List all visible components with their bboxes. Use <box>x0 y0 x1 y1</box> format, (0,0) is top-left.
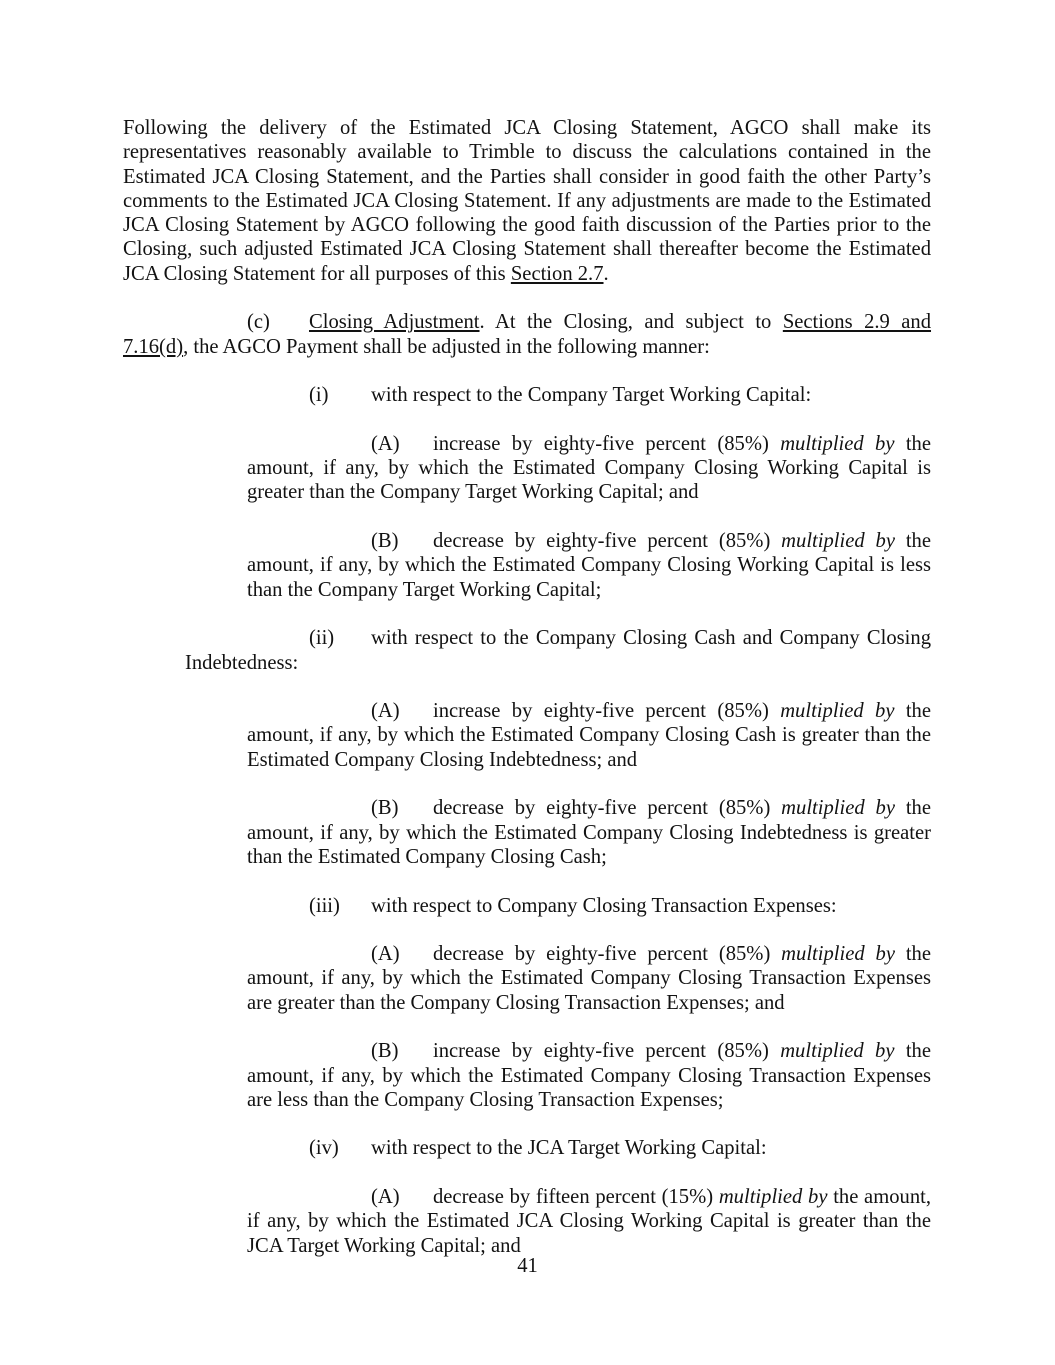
multiplied-by-italic: multiplied by <box>780 1040 895 1063</box>
list-item-i-text: with respect to the Company Target Working Capital: <box>371 384 812 407</box>
list-item-ii-a-text: increase by eighty-five percent (85%) <box>433 700 781 723</box>
list-item-iii-a-text-end: the amount, if any, by which the Estimated Company Closing Transaction Expenses are greater than the Company Closing Transaction Expenses; and <box>247 943 931 1014</box>
list-item-ii-a <box>247 699 931 772</box>
multiplied-by-italic: multiplied by <box>781 797 895 820</box>
list-item-ii-text: with respect to the Company Closing Cash and Company Closing Indebtedness: <box>185 627 931 674</box>
list-item-iii-a <box>247 942 931 1015</box>
list-item-iii-a-text: decrease by eighty-five percent (85%) <box>433 943 782 966</box>
list-item-ii <box>185 626 931 675</box>
list-item-ii-a-label: (A) <box>371 700 400 723</box>
list-item-iv-text: with respect to the JCA Target Working Capital: <box>371 1137 767 1160</box>
list-item-ii-label: (ii) <box>309 627 335 650</box>
list-item-iii-b-text: increase by eighty-five percent (85%) <box>433 1040 781 1063</box>
clause-c-text-end: , the AGCO Payment shall be adjusted in the following manner: <box>183 335 710 358</box>
list-item-i-a-text: increase by eighty-five percent (85%) <box>433 432 781 455</box>
list-item-i-a-text-end: the amount, if any, by which the Estimated Company Closing Working Capital is greater than the Company Target Working Capital; and <box>247 432 931 504</box>
list-item-iii-b <box>247 1039 931 1112</box>
list-item-i <box>185 383 931 407</box>
multiplied-by-italic: multiplied by <box>718 1186 828 1209</box>
list-item-i-b <box>247 529 931 602</box>
intro-text-end: . <box>603 262 609 285</box>
list-item-i-b-label: (B) <box>371 530 399 553</box>
multiplied-by-italic: multiplied by <box>781 530 895 553</box>
list-item-i-a <box>247 432 931 505</box>
list-item-iv-label: (iv) <box>309 1137 339 1160</box>
clause-c-text: . At the Closing, and subject to <box>479 311 783 334</box>
clause-c <box>123 310 931 359</box>
list-item-ii-b-label: (B) <box>371 797 399 820</box>
list-item-iii-b-text-end: the amount, if any, by which the Estimated Company Closing Transaction Expenses are less than the Company Closing Transaction Expenses; <box>247 1040 931 1111</box>
intro-text: Following the delivery of the Estimated JCA Closing Statement, AGCO shall make its representatives reasonably available to Trimble to discuss the calculations contained in the Estimated JCA Closing Statement, and the Parties shall consider in good faith the other Party’s comments to the Estimated JCA Closing Statement. If any adjustments are made to the Estimated JCA Closing Statement by AGCO following the good faith discussion of the Parties prior to the Closing, such adjusted Estimated JCA Closing Statement shall thereafter become the Estimated JCA Closing Statement for all purposes of this <box>123 117 931 285</box>
clause-c-label: (c) <box>247 311 270 334</box>
list-item-i-label: (i) <box>309 384 329 407</box>
list-item-ii-b <box>247 796 931 869</box>
list-item-iv <box>185 1136 931 1160</box>
list-item-iii-text: with respect to Company Closing Transaction Expenses: <box>371 894 837 917</box>
list-item-i-b-text-end: the amount, if any, by which the Estimated Company Closing Working Capital is less than the Company Target Working Capital; <box>247 530 931 601</box>
list-item-ii-a-text-end: the amount, if any, by which the Estimated Company Closing Cash is greater than the Estimated Company Closing Indebtedness; and <box>247 700 931 771</box>
list-item-i-a-label: (A) <box>371 432 400 455</box>
list-item-iv-a <box>247 1185 931 1258</box>
list-item-ii-b-text-end: the amount, if any, by which the Estimated Company Closing Indebtedness is greater than the Estimated Company Closing Cash; <box>247 797 931 868</box>
multiplied-by-italic: multiplied by <box>780 432 895 455</box>
list-item-iv-a-text-end: the amount, if any, by which the Estimated JCA Closing Working Capital is greater than the JCA Target Working Capital; and <box>247 1186 931 1257</box>
list-item-iii <box>185 894 931 918</box>
list-item-iv-a-text: decrease by fifteen percent (15%) <box>433 1186 719 1209</box>
list-item-iii-label: (iii) <box>309 894 340 917</box>
multiplied-by-italic: multiplied by <box>781 943 895 966</box>
page-number: 41 <box>517 1255 538 1277</box>
list-item-iii-a-label: (A) <box>371 943 400 966</box>
clause-c-heading-closing-adjustment: Closing Adjustment <box>309 311 480 334</box>
list-item-iii-b-label: (B) <box>371 1040 399 1063</box>
list-item-ii-b-text: decrease by eighty-five percent (85%) <box>433 797 782 820</box>
sections-ref-2-9-7-16d: Sections 2.9 and 7.16(d) <box>123 311 932 358</box>
document-body <box>123 116 931 1258</box>
list-item-i-b-text: decrease by eighty-five percent (85%) <box>433 530 782 553</box>
paragraph-intro <box>123 116 931 286</box>
section-ref-2-7: Section 2.7 <box>510 262 604 285</box>
list-item-iv-a-label: (A) <box>371 1186 400 1209</box>
multiplied-by-italic: multiplied by <box>780 700 895 723</box>
